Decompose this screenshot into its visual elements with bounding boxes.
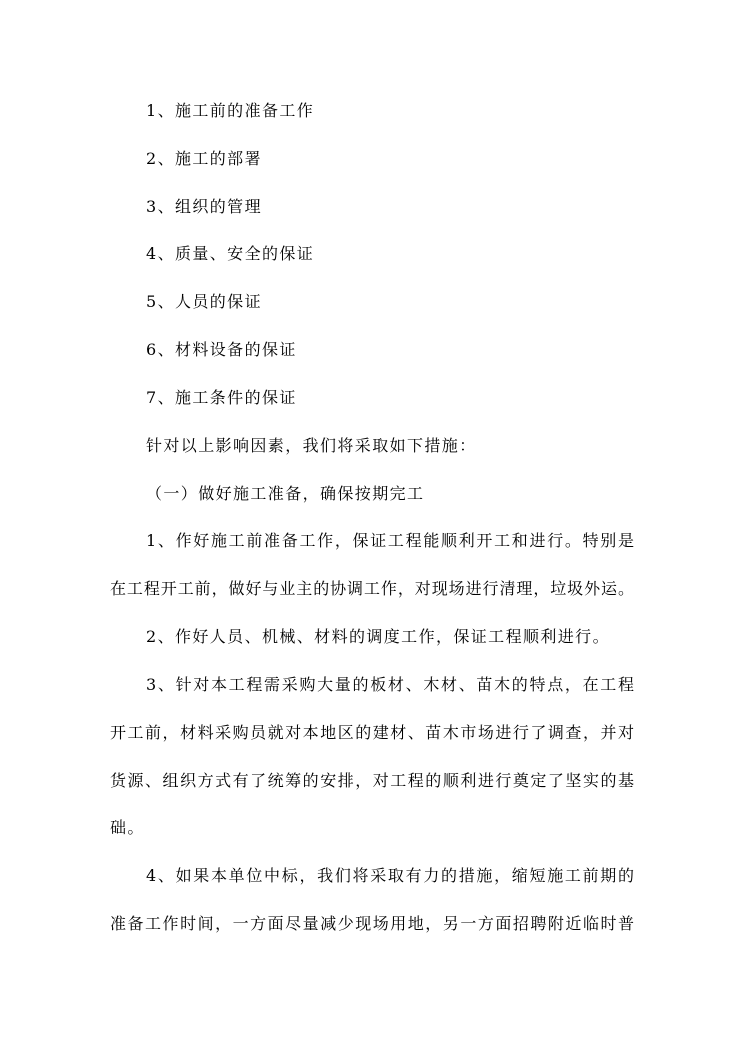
list-item-7: 7、施工条件的保证 xyxy=(146,388,297,407)
paragraph-3-line-2: 开工前，材料采购员就对本地区的建材、苗木市场进行了调查，并对 xyxy=(110,723,634,742)
paragraph-4-line-2: 准备工作时间，一方面尽量减少现场用地，另一方面招聘附近临时普 xyxy=(110,914,634,933)
list-item-5: 5、人员的保证 xyxy=(146,292,262,311)
list-item-2: 2、施工的部署 xyxy=(146,149,262,168)
list-item-3: 3、组织的管理 xyxy=(146,197,262,216)
list-item-1: 1、施工前的准备工作 xyxy=(146,101,315,120)
paragraph-2-line-1: 2、作好人员、机械、材料的调度工作，保证工程顺利进行。 xyxy=(146,627,610,646)
paragraph-1-line-2: 在工程开工前，做好与业主的协调工作，对现场进行清理，垃圾外运。 xyxy=(110,579,634,598)
paragraph-3-line-3: 货源、组织方式有了统筹的安排，对工程的顺利进行奠定了坚实的基 xyxy=(110,771,634,790)
list-item-6: 6、材料设备的保证 xyxy=(146,340,297,359)
paragraph-1-line-1: 1、作好施工前准备工作，保证工程能顺利开工和进行。特别是 xyxy=(146,531,634,550)
paragraph-4-line-1: 4、如果本单位中标，我们将采取有力的措施，缩短施工前期的 xyxy=(146,866,634,885)
intro-paragraph: 针对以上影响因素，我们将采取如下措施： xyxy=(146,436,477,455)
list-item-4: 4、质量、安全的保证 xyxy=(146,244,315,263)
paragraph-3-line-1: 3、针对本工程需采购大量的板材、木材、苗木的特点，在工程 xyxy=(146,675,634,694)
section-heading: （一）做好施工准备，确保按期完工 xyxy=(146,484,425,503)
paragraph-3-line-4: 础。 xyxy=(110,818,145,837)
